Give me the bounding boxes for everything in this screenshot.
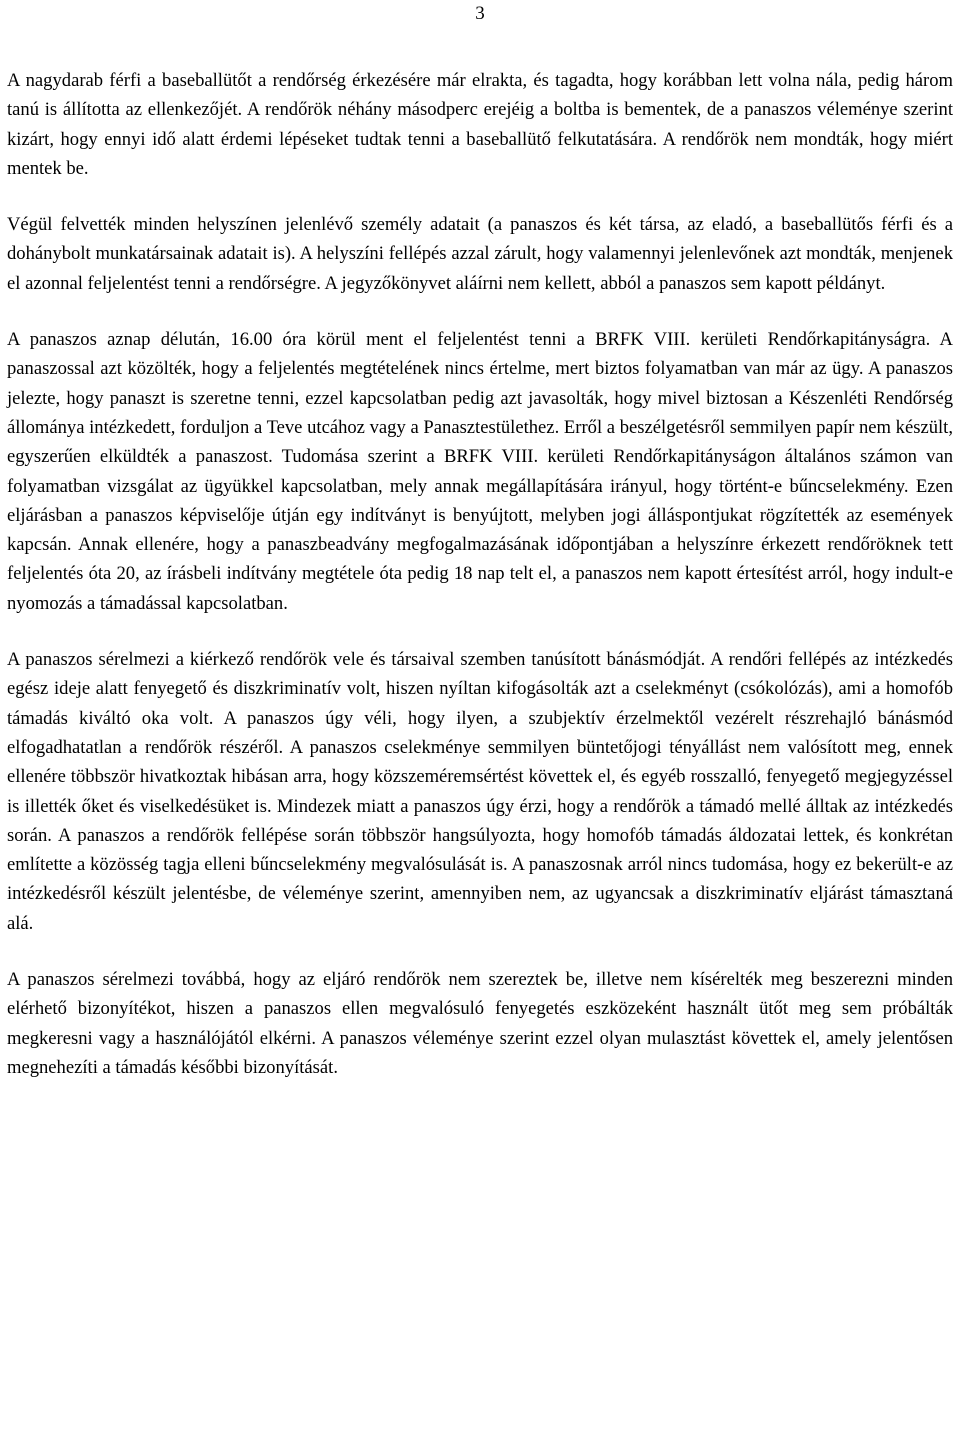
paragraph: Végül felvették minden helyszínen jelenlévő személy adatait (a panaszos és két társa, az eladó, a baseballütős férfi és a dohánybolt munkatársainak adatait is). A helyszíni fellépés azzal zárult, hogy valamennyi jelenlevőnek azt mondták, menjenek el azonnal feljelentést tenni a rendőrségre. A jegyzőkönyvet aláírni nem kellett, abból a panaszos sem kapott példányt. — [7, 214, 953, 294]
document-body — [7, 66, 953, 1082]
paragraph: A nagydarab férfi a baseballütőt a rendőrség érkezésére már elrakta, és tagadta, hogy korábban lett volna nála, pedig három tanú is állította az ellenkezőjét. A rendőrök néhány másodperc erejéig a boltba is bementek, de a panaszos véleménye szerint kizárt, hogy ennyi idő alatt érdemi lépéseket tudtak tenni a baseballütő felkutatására. A rendőrök nem mondták, hogy miért mentek be. — [7, 70, 953, 179]
paragraph: A panaszos aznap délután, 16.00 óra körül ment el feljelentést tenni a BRFK VIII. kerületi Rendőrkapitányságra. A panaszossal azt közölték, hogy a feljelentés megtételének nincs értelme, mert biztos folyamatban van már az ügy. A panaszos jelezte, hogy panaszt is szeretne tenni, ezzel kapcsolatban pedig azt javasolták, hogy mivel biztosan a Készenléti Rendőrség állománya intézkedett, forduljon a Teve utcához vagy a Panasztestülethez. Erről a beszélgetésről semmilyen papír nem készült, egyszerűen elküldték a panaszost. Tudomása szerint a BRFK VIII. kerületi Rendőrkapitányságon általános számon van folyamatban vizsgálat az ügyükkel kapcsolatban, mely annak megállapítására irányul, hogy történt-e bűncselekmény. Ezen eljárásban a panaszos képviselője útján egy indítványt is benyújtott, melyben jogi álláspontjukat rögzítették az események kapcsán. Annak ellenére, hogy a panaszbeadvány megfogalmazásának időpontjában a helyszínre érkezett rendőröknek tett feljelentés óta 20, az írásbeli indítvány megtétele óta pedig 18 nap telt el, a panaszos nem kapott értesítést arról, hogy indult-e nyomozás a támadással kapcsolatban. — [7, 329, 953, 614]
paragraph: A panaszos sérelmezi továbbá, hogy az eljáró rendőrök nem szereztek be, illetve nem kísérelték meg beszerezni minden elérhető bizonyítékot, hiszen a panaszos ellen megvalósuló fenyegetés eszközeként használt ütőt meg sem próbálták megkeresni vagy a használójától elkérni. A panaszos véleménye szerint ezzel olyan mulasztást követtek el, amely jelentősen megnehezíti a támadás későbbi bizonyítását. — [7, 969, 953, 1078]
paragraph: A panaszos sérelmezi a kiérkező rendőrök vele és társaival szemben tanúsított bánásmódját. A rendőri fellépés az intézkedés egész ideje alatt fenyegető és diszkriminatív volt, hiszen nyíltan kifogásolták azt a cselekményt (csókolózás), ami a homofób támadás kiváltó oka volt. A panaszos úgy véli, hogy ilyen, a szubjektív érzelmektől vezérelt részrehajló bánásmód elfogadhatatlan a rendőrök részéről. A panaszos cselekménye semmilyen büntetőjogi tényállást nem valósított meg, ennek ellenére többször hivatkoztak hibásan arra, hogy közszeméremsértést követtek el, és egyéb rosszalló, fenyegető megjegyzéssel is illették őket és viselkedésüket is. Mindezek miatt a panaszos úgy érzi, hogy a rendőrök a támadó mellé álltak az intézkedés során. A panaszos a rendőrök fellépése során többször hangsúlyozta, hogy homofób támadás áldozatai lettek, és konkrétan említette a közösség tagja elleni bűncselekmény megvalósulását is. A panaszosnak arról nincs tudomása, hogy ez bekerült-e az intézkedésről készült jelentésbe, de véleménye szerint, amennyiben nem, az ugyancsak a diszkriminatív eljárást támasztaná alá. — [7, 649, 953, 934]
page-number: 3 — [475, 3, 485, 24]
